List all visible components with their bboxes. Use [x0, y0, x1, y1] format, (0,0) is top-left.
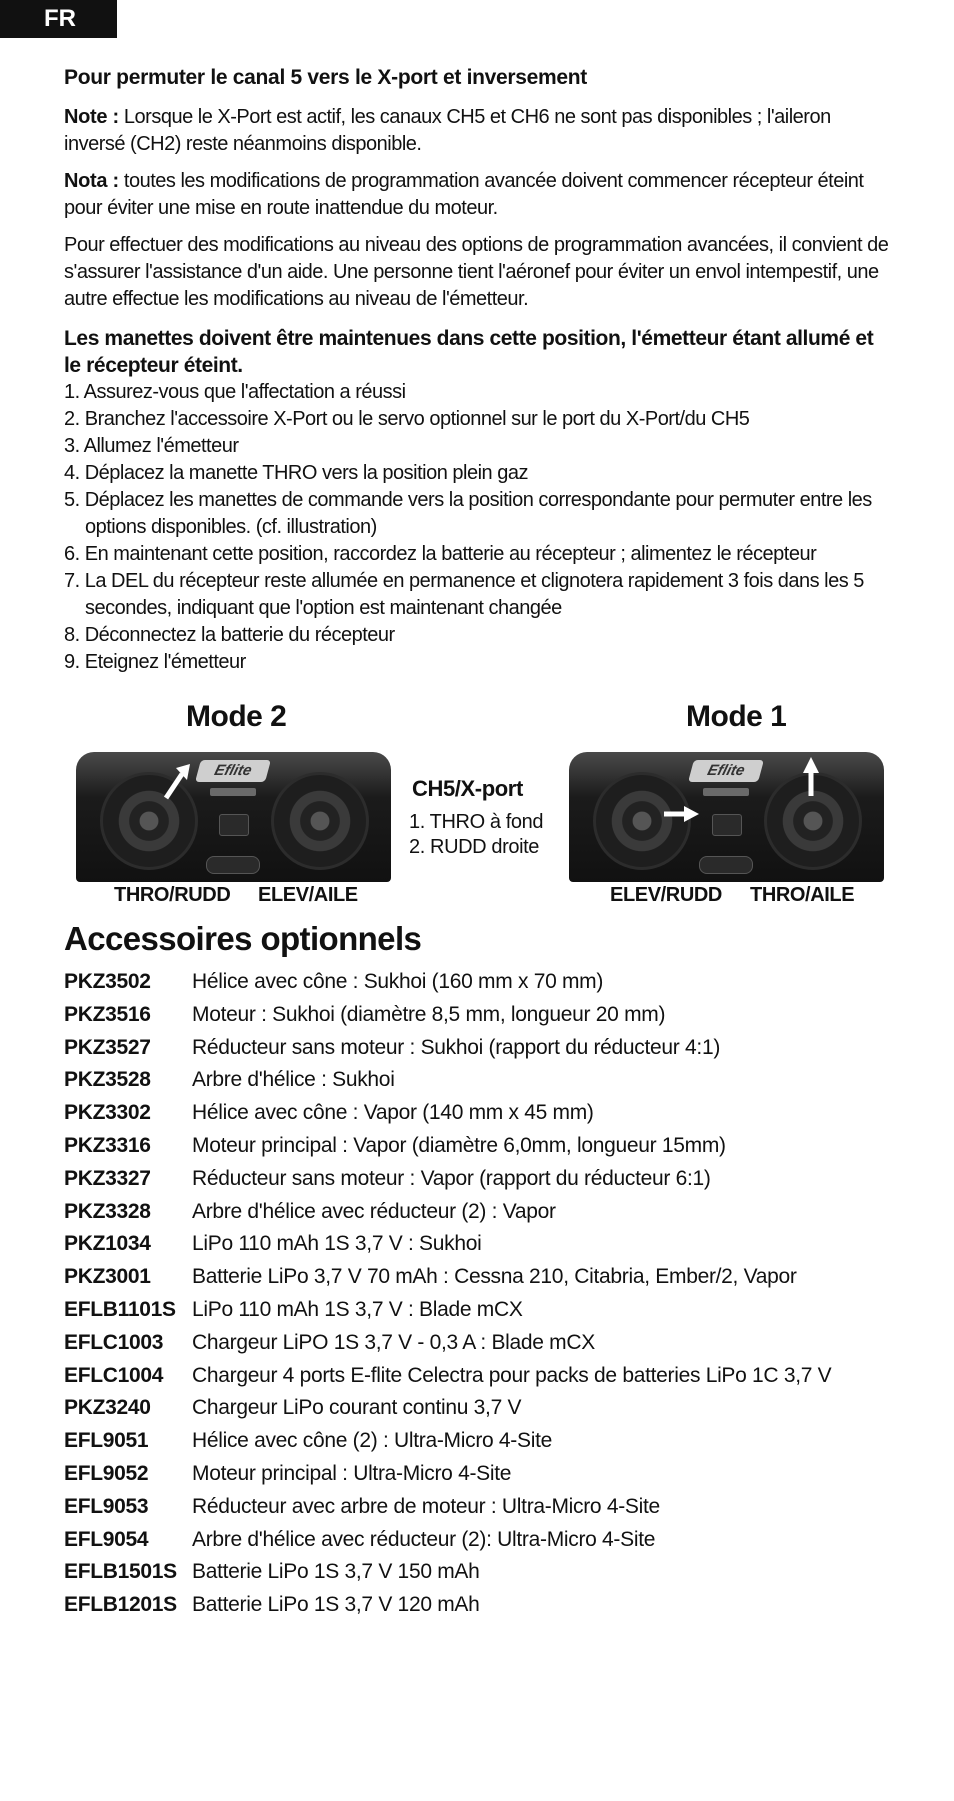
part-description: Batterie LiPo 3,7 V 70 mAh : Cessna 210, Citabria, Ember/2, Vapor: [192, 1265, 797, 1289]
note-paragraph: [64, 104, 894, 158]
part-description: Hélice avec cône : Vapor (140 mm x 45 mm): [192, 1101, 594, 1125]
accessories-title: Accessoires optionnels: [64, 920, 422, 957]
accessory-row: [64, 1261, 924, 1294]
part-code: PKZ3001: [64, 1265, 151, 1289]
mode2-transmitter-image: [76, 752, 391, 882]
part-description: Réducteur avec arbre de moteur : Ultra-Micro 4-Site: [192, 1494, 660, 1518]
part-code: EFL9052: [64, 1461, 149, 1485]
part-description: Arbre d'hélice avec réducteur (2) : Vapor: [192, 1199, 556, 1223]
accessory-row: [64, 1458, 924, 1491]
accessory-row: [64, 1064, 924, 1097]
part-code: PKZ3302: [64, 1101, 151, 1125]
arrow-up-icon: [801, 756, 821, 798]
part-code: PKZ3327: [64, 1166, 151, 1190]
nota-paragraph: [64, 168, 894, 222]
part-code: PKZ3527: [64, 1035, 151, 1059]
ch5-step: 2. RUDD droite: [409, 836, 539, 858]
accessory-row: [64, 1392, 924, 1425]
mode2-left-label: THRO/RUDD: [114, 884, 231, 906]
part-description: Chargeur 4 ports E-flite Celectra pour packs de batteries LiPo 1C 3,7 V: [192, 1363, 832, 1387]
steps-list: [64, 379, 894, 676]
section-title: Pour permuter le canal 5 vers le X-port et inversement: [64, 66, 588, 89]
accessories-list: [64, 966, 924, 1622]
part-description: Hélice avec cône (2) : Ultra-Micro 4-Site: [192, 1429, 552, 1453]
intro-paragraph: Pour effectuer des modifications au niveau des options de programmation avancées, il convient de s'assurer l'assistance d'un aide. Une personne tient l'aéronef pour éviter un envol intempestif, une autre effectue les modifications au niveau de l'émetteur.: [64, 234, 889, 310]
mode2-title: Mode 2: [186, 700, 287, 733]
accessory-row: [64, 1425, 924, 1458]
arrow-right-icon: [662, 804, 700, 824]
list-item: 9. Eteignez l'émetteur: [64, 651, 246, 673]
part-code: EFLC1003: [64, 1330, 164, 1354]
part-code: PKZ3528: [64, 1068, 151, 1092]
accessory-row: [64, 1294, 924, 1327]
mode2-right-label: ELEV/AILE: [258, 884, 358, 906]
list-item: 7. La DEL du récepteur reste allumée en permanence et clignotera rapidement 3 fois dans les 5 secondes, indiquant que l'option est maintenant changée: [64, 570, 864, 619]
ch5-xport-title: CH5/X-port: [412, 776, 523, 801]
part-description: Batterie LiPo 1S 3,7 V 120 mAh: [192, 1593, 480, 1617]
accessory-row: [64, 1196, 924, 1229]
part-description: Moteur : Sukhoi (diamètre 8,5 mm, longueur 20 mm): [192, 1002, 666, 1026]
part-code: EFLB1201S: [64, 1593, 177, 1617]
ch5-steps: [409, 810, 543, 860]
part-code: EFLC1004: [64, 1363, 164, 1387]
accessory-row: [64, 1130, 924, 1163]
part-description: Arbre d'hélice : Sukhoi: [192, 1068, 395, 1092]
part-description: Chargeur LiPO 1S 3,7 V - 0,3 A : Blade mCX: [192, 1330, 595, 1354]
part-description: LiPo 110 mAh 1S 3,7 V : Sukhoi: [192, 1232, 482, 1256]
accessory-row: [64, 1097, 924, 1130]
list-item: 4. Déplacez la manette THRO vers la position plein gaz: [64, 462, 528, 484]
list-item: 8. Déconnectez la batterie du récepteur: [64, 624, 395, 646]
ch5-step: 1. THRO à fond: [409, 811, 544, 833]
mode1-transmitter-image: [569, 752, 884, 882]
part-code: EFL9053: [64, 1494, 149, 1518]
model-plate: [210, 788, 256, 796]
accessories-section: [64, 920, 924, 1622]
brand-logo: Eflite: [195, 760, 271, 782]
list-item: 3. Allumez l'émetteur: [64, 435, 239, 457]
part-description: Réducteur sans moteur : Sukhoi (rapport du réducteur 4:1): [192, 1035, 721, 1059]
part-description: Hélice avec cône : Sukhoi (160 mm x 70 mm): [192, 970, 604, 993]
part-code: EFL9051: [64, 1429, 149, 1453]
center-button: [219, 814, 249, 836]
note-label: Note :: [64, 106, 119, 128]
accessory-row: [64, 966, 924, 999]
nota-label: Nota :: [64, 170, 119, 192]
accessory-row: [64, 1163, 924, 1196]
part-description: LiPo 110 mAh 1S 3,7 V : Blade mCX: [192, 1297, 523, 1321]
part-code: EFLB1501S: [64, 1560, 177, 1584]
part-description: Réducteur sans moteur : Vapor (rapport du réducteur 6:1): [192, 1166, 711, 1190]
mode-figure: [64, 700, 894, 920]
part-code: EFLB1101S: [64, 1297, 176, 1321]
brand-logo: Eflite: [688, 760, 764, 782]
center-button: [712, 814, 742, 836]
language-tab: FR: [0, 0, 117, 38]
accessory-row: [64, 1491, 924, 1524]
part-description: Chargeur LiPo courant continu 3,7 V: [192, 1396, 522, 1420]
list-item: 2. Branchez l'accessoire X-Port ou le servo optionnel sur le port du X-Port/du CH5: [64, 408, 750, 430]
list-item: 6. En maintenant cette position, raccordez la batterie au récepteur ; alimentez le récepteur: [64, 543, 817, 565]
part-description: Moteur principal : Vapor (diamètre 6,0mm, longueur 15mm): [192, 1133, 726, 1157]
part-code: PKZ3240: [64, 1396, 151, 1420]
part-code: PKZ3502: [64, 970, 151, 993]
mode1-left-label: ELEV/RUDD: [610, 884, 722, 906]
mode1-title: Mode 1: [686, 700, 787, 733]
power-switch: [699, 856, 753, 874]
part-code: PKZ3316: [64, 1133, 151, 1157]
part-description: Batterie LiPo 1S 3,7 V 150 mAh: [192, 1560, 480, 1584]
accessory-row: [64, 1360, 924, 1393]
power-switch: [206, 856, 260, 874]
part-code: PKZ1034: [64, 1232, 151, 1256]
model-plate: [703, 788, 749, 796]
accessory-row: [64, 1589, 924, 1622]
part-code: EFL9054: [64, 1527, 149, 1551]
accessory-row: [64, 1524, 924, 1557]
list-item: 1. Assurez-vous que l'affectation a réussi: [64, 381, 406, 403]
accessory-row: [64, 1032, 924, 1065]
part-code: PKZ3328: [64, 1199, 151, 1223]
part-description: Moteur principal : Ultra-Micro 4-Site: [192, 1461, 512, 1485]
note-text: Lorsque le X-Port est actif, les canaux CH5 et CH6 ne sont pas disponibles ; l'aileron inversé (CH2) reste néanmoins disponible.: [64, 106, 831, 155]
accessory-row: [64, 1228, 924, 1261]
right-stick: [271, 772, 369, 870]
instructions-section: [64, 66, 894, 676]
part-code: PKZ3516: [64, 1002, 151, 1026]
accessory-row: [64, 1556, 924, 1589]
list-item: 5. Déplacez les manettes de commande vers la position correspondante pour permuter entre les options disponibles. (cf. illustration): [64, 489, 872, 538]
arrow-up-right-icon: [162, 762, 192, 802]
nota-text: toutes les modifications de programmation avancée doivent commencer récepteur éteint pour éviter une mise en route inattendue du moteur.: [64, 170, 864, 219]
accessory-row: [64, 1327, 924, 1360]
sticks-instruction: Les manettes doivent être maintenues dans cette position, l'émetteur étant allumé et le récepteur éteint.: [64, 327, 874, 377]
mode1-right-label: THRO/AILE: [750, 884, 855, 906]
accessory-row: [64, 999, 924, 1032]
part-description: Arbre d'hélice avec réducteur (2): Ultra-Micro 4-Site: [192, 1527, 656, 1551]
